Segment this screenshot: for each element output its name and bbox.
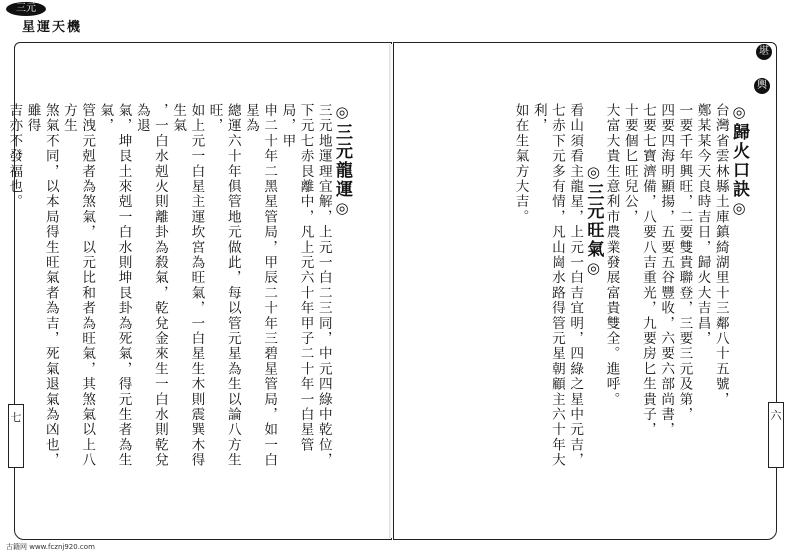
text-column: 台灣省雲林縣土庫鎮綺湖里十三鄰八十五號， [712, 103, 729, 407]
text-column: 一要千年興旺，二要雙貴聯登，三要三元及第， [676, 103, 693, 423]
text-column: 看山須看主龍星，上元一白吉宜明，四綠之星中元吉， [567, 103, 584, 468]
text-column: 煞氣不同，以本局得生旺氣者為吉，死氣退氣為凶也，雖得 [24, 103, 59, 468]
section-heading: ◎三元旺氣◎ [583, 163, 604, 279]
page-number-left: 七 [8, 404, 24, 468]
text-column: 管洩元剋者為煞氣，以元比和者為旺氣，其煞氣以上八方生 [60, 103, 96, 468]
right-page-text [511, 103, 748, 473]
text-column: 大富大貴生意利市農業發展富貴雙全。進呼。 [603, 103, 620, 407]
page-number-right: 六 [768, 402, 784, 468]
text-column: 十要個匕旺兒公， [621, 103, 638, 225]
text-column: ，一白水剋火則離卦為殺氣，乾兌金來生一白水則乾兌為退 [133, 103, 168, 468]
section-heading: ◎歸火口訣◎ [729, 103, 749, 219]
text-column: 如在生氣方大吉。 [512, 103, 529, 225]
text-column: 總運六十年俱管地元做此，每以管元星為生以論八方生旺， [206, 103, 241, 468]
text-column: 七赤下元多有情，凡山崗水路得管元星朝顧主六十年大利， [530, 103, 565, 468]
corner-badge-kan: 堪 [756, 44, 772, 60]
text-column: 如上元一白星主運坎宮為旺氣，一白星生木則震巽木得生氣 [170, 103, 205, 468]
text-column: 四要四海明顯揚，五要五谷豐收，六要六部尚書， [658, 103, 675, 438]
text-column: 鄭某某今天良時吉日，歸火大吉昌， [694, 103, 711, 347]
left-page-text [5, 103, 351, 473]
left-page [6, 42, 392, 540]
right-page [393, 42, 777, 540]
text-column: 吉亦不發福也。 [6, 103, 23, 210]
series-title: 星運天機 [22, 20, 83, 35]
text-column: 下元七赤艮離中，凡上元六十年甲子二十年一白星管局，甲 [279, 103, 314, 453]
series-logo [4, 2, 90, 36]
section-heading: ◎三元龍運◎ [332, 103, 352, 219]
text-column: 申二十年二黑星管局，甲辰二十年三碧星管局，如一白星為 [242, 103, 278, 468]
series-badge: 三元 [6, 2, 46, 16]
text-column: 氣，坤艮土來剋一白水則坤艮卦為死氣，得元生者為生氣， [97, 103, 132, 468]
text-column: 七要七寶濟備，八要八吉重光，九要房匕生貴子， [639, 103, 656, 438]
footer-credit: 古籍网 www.fcznj920.com [6, 543, 95, 551]
text-column: 三元地運理宜解，上元一白二三同，中元四綠中乾位， [315, 103, 332, 468]
corner-badge-yu: 輿 [754, 78, 770, 94]
